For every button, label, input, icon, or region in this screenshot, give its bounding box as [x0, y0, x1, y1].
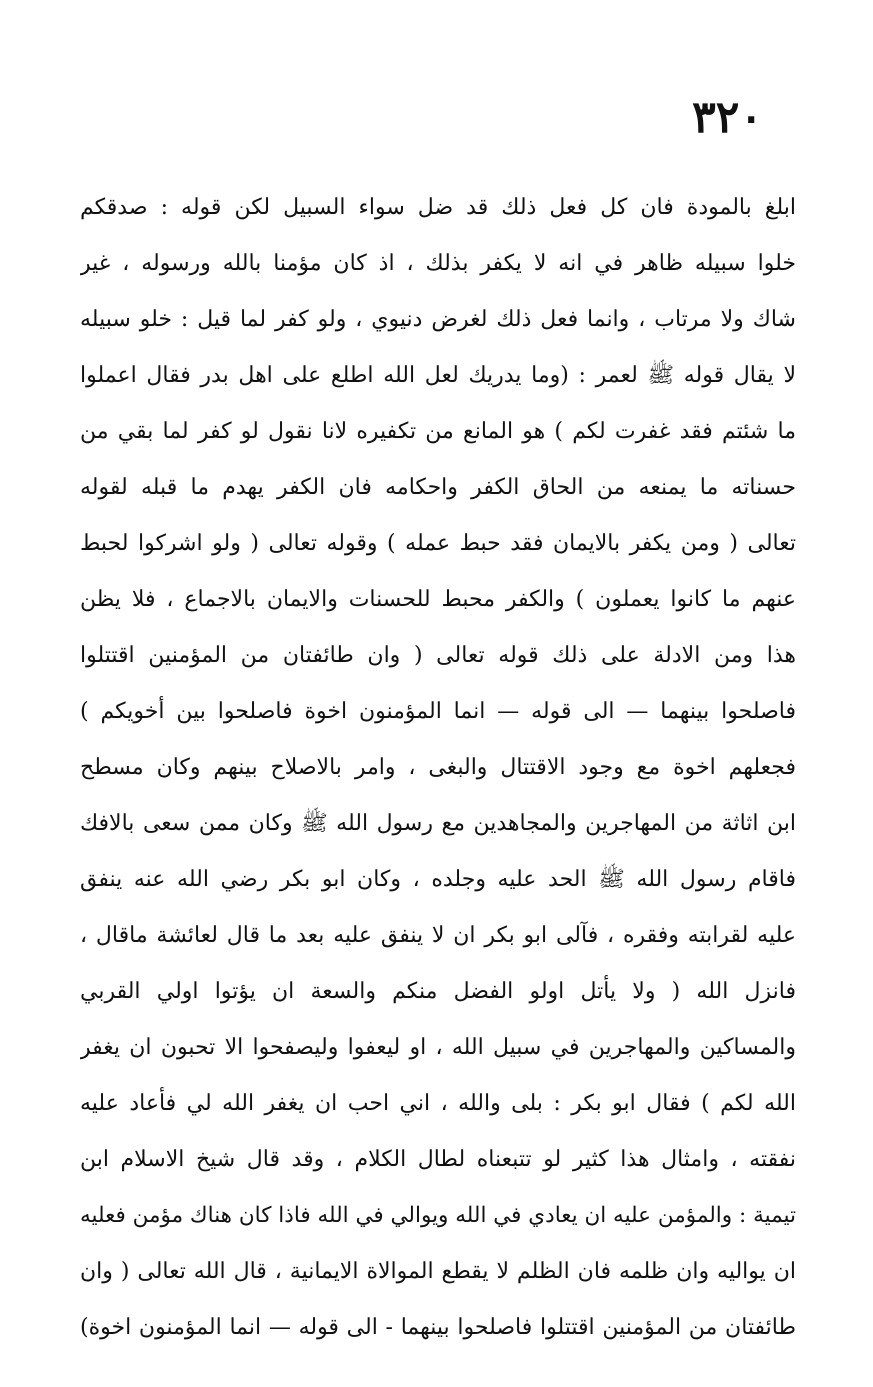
text-line-12: ابن اثاثة من المهاجرين والمجاهدين مع رسول الله ﷺ وكان ممن سعى بالافك — [80, 811, 796, 836]
text-line-7: تعالى ( ومن يكفر بالايمان فقد حبط عمله ) وقوله تعالى ( ولو اشركوا لحبط — [80, 531, 796, 556]
text-line-11: فجعلهم اخوة مع وجود الاقتتال والبغى ، وامر بالاصلاح بينهم وكان مسطح — [80, 755, 796, 780]
text-line-1: ابلغ بالمودة فان كل فعل ذلك قد ضل سواء السبيل لكن قوله : صدقكم — [80, 195, 796, 220]
text-line-19: تيمية : والمؤمن عليه ان يعادي في الله ويوالي في الله فاذا كان هناك مؤمن فعليه — [80, 1203, 796, 1228]
text-line-6: حسناته ما يمنعه من الحاق الكفر واحكامه فان الكفر يهدم ما قبله لقوله — [80, 475, 796, 500]
text-line-4: لا يقال قوله ﷺ لعمر : (وما يدريك لعل الله اطلع على اهل بدر فقال اعملوا — [80, 363, 796, 388]
page-number: ٣٢٠ — [692, 92, 763, 143]
page-body-text — [80, 180, 796, 1356]
text-line-14: عليه لقرابته وفقره ، فآلى ابو بكر ان لا ينفق عليه بعد ما قال لعائشة ماقال ، — [80, 923, 796, 948]
text-line-5: ما شئتم فقد غفرت لكم ) هو المانع من تكفيره لانا نقول لو كفر لما بقي من — [80, 419, 796, 444]
text-line-15: فانزل الله ( ولا يأتل اولو الفضل منكم والسعة ان يؤتوا اولي القربي — [80, 979, 796, 1004]
text-line-10: فاصلحوا بينهما — الى قوله — انما المؤمنون اخوة فاصلحوا بين أخويكم ) — [80, 699, 796, 724]
text-line-16: والمساكين والمهاجرين في سبيل الله ، او ليعفوا وليصفحوا الا تحبون ان يغفر — [80, 1035, 796, 1060]
text-line-8: عنهم ما كانوا يعملون ) والكفر محبط للحسنات والايمان بالاجماع ، فلا يظن — [80, 587, 796, 612]
text-line-9: هذا ومن الادلة على ذلك قوله تعالى ( وان طائفتان من المؤمنين اقتتلوا — [80, 643, 796, 668]
text-line-20: ان يواليه وان ظلمه فان الظلم لا يقطع الموالاة الايمانية ، قال الله تعالى ( وان — [80, 1259, 796, 1284]
text-line-2: خلوا سبيله ظاهر في انه لا يكفر بذلك ، اذ كان مؤمنا بالله ورسوله ، غير — [80, 251, 796, 276]
text-line-3: شاك ولا مرتاب ، وانما فعل ذلك لغرض دنيوي ، ولو كفر لما قيل : خلو سبيله — [80, 307, 796, 332]
text-line-18: نفقته ، وامثال هذا كثير لو تتبعناه لطال الكلام ، وقد قال شيخ الاسلام ابن — [80, 1147, 796, 1172]
text-line-13: فاقام رسول الله ﷺ الحد عليه وجلده ، وكان ابو بكر رضي الله عنه ينفق — [80, 867, 796, 892]
text-line-21: طائفتان من المؤمنين اقتتلوا فاصلحوا بينهما - الى قوله — انما المؤمنون اخوة) — [80, 1315, 796, 1340]
text-line-17: الله لكم ) فقال ابو بكر : بلى والله ، اني احب ان يغفر الله لي فأعاد عليه — [80, 1091, 796, 1116]
